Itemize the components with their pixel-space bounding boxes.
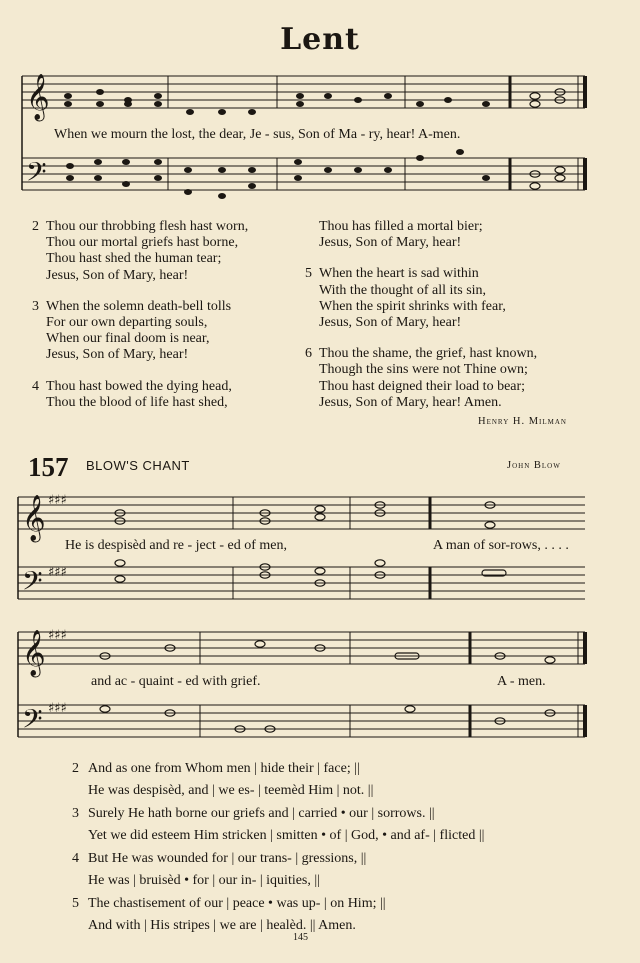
chant-verse-3: 3 Surely He hath borne our griefs and | carried • our | sorrows. || Yet we did esteem Him stricken | smitten • of | God, • and af- | flicted || (72, 806, 485, 843)
hymn-number: 157 (28, 452, 69, 482)
svg-text:♯♯♯: ♯♯♯ (48, 701, 67, 716)
svg-text:♯♯♯: ♯♯♯ (48, 565, 67, 580)
chant-bass-staff-1 (18, 567, 585, 599)
chant-lyric-2: and ac - quaint - ed with grief. (91, 674, 261, 689)
bass-clef-icon: 𝄢 (26, 156, 47, 194)
chant-lyric-2b: A - men. (497, 674, 546, 689)
treble-clef-icon: 𝄞 (22, 630, 46, 676)
chant-lyric-1: He is despisèd and re - ject - ed of men, (65, 538, 287, 553)
svg-text:♯♯♯: ♯♯♯ (48, 493, 67, 508)
verse-4-continued: Thou has filled a mortal bier; Jesus, Son of Mary, hear! (319, 219, 483, 251)
chant-verses (72, 758, 484, 937)
treble-clef-icon: 𝄞 (26, 74, 50, 120)
composer: John Blow (507, 460, 561, 471)
hymn1-author: Henry H. Milman (478, 416, 567, 427)
bass-clef-icon: 𝄢 (22, 565, 43, 603)
verse-6: 6 Thou the shame, the grief, hast known, Though the sins were not Thine own; Thou hast deigned their load to bear; Jesus, Son of Mary, hear! Amen. (305, 346, 538, 410)
chant-lyric-1b: A man of sor-rows, . . . . (433, 538, 569, 553)
chant-verse-2: 2 And as one from Whom men | hide their | face; || He was despisèd, and | we es- | teemèd Him | not. || (72, 761, 374, 798)
verse-2: 2 Thou our throbbing flesh hast worn, Thou our mortal griefs hast borne, Thou hast shed the human tear; Jesus, Son of Mary, hear! (32, 219, 249, 283)
hymn1-bass-staff (22, 158, 585, 190)
page-title: Lent (280, 22, 360, 57)
treble-clef-icon: 𝄞 (22, 495, 46, 541)
page-number: 145 (293, 932, 308, 943)
hymn1-verses-right (305, 219, 537, 411)
svg-text:♯♯♯: ♯♯♯ (48, 628, 67, 643)
hymn1-lyric-line: When we mourn the lost, the dear, Je - sus, Son of Ma - ry, hear! A-men. (54, 127, 461, 142)
chant-verse-4: 4 But He was wounded for | our trans- | gressions, || He was | bruisèd • for | our in- | iquities, || (72, 851, 367, 888)
hymn1-verses-left (32, 219, 248, 411)
verse-5: 5 When the heart is sad within With the thought of all its sin, When the spirit shrinks with fear, Jesus, Son of Mary, hear! (305, 266, 506, 331)
chant-bass-staff-2 (18, 705, 585, 737)
chant-treble-staff-1 (18, 497, 585, 529)
tune-name: BLOW'S CHANT (86, 458, 190, 473)
verse-3: 3 When the solemn death-bell tolls For our own departing souls, When our final doom is near, Jesus, Son of Mary, hear! (32, 298, 232, 363)
chant-verse-5: 5 The chastisement of our | peace • was up- | on Him; || And with | His stripes | we are | healèd. || Amen. (72, 896, 386, 933)
verse-4: 4 Thou hast bowed the dying head, Thou the blood of life hast shed, (32, 378, 232, 410)
bass-clef-icon: 𝄢 (22, 703, 43, 741)
